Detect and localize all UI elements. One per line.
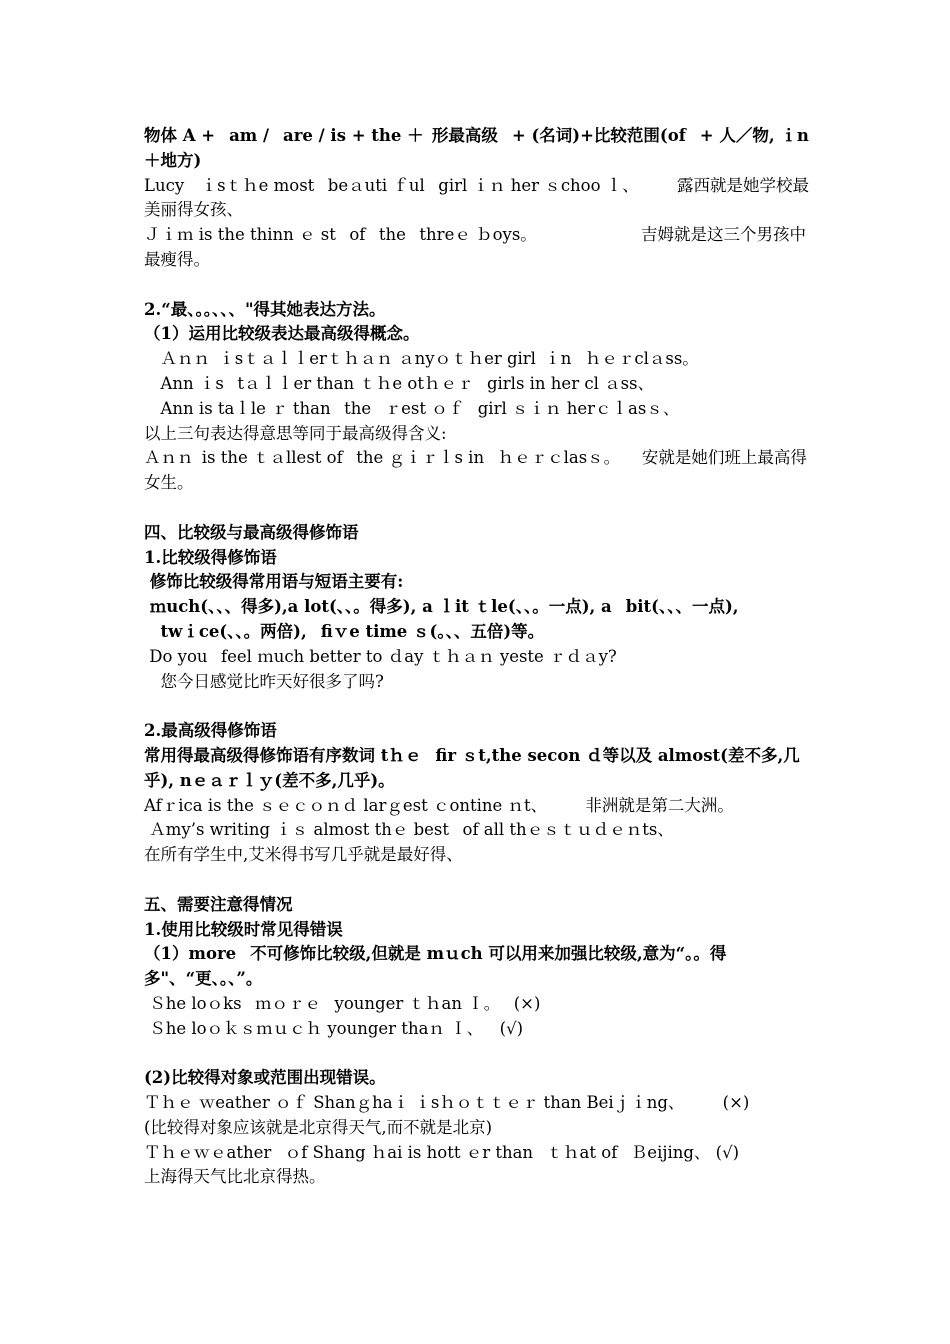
text-line: Afｒica is the ｓｅｃｏｎｄ larｇest ｃontine ｎt、 非洲就是第二大洲。 [144, 795, 734, 815]
text-line: Ｔｈｅ ｗeather ｏｆ Shanｇhaｉ ｉsｈｏｔｔｅｒ than Beiｊｉng、 (×) [144, 1093, 750, 1113]
heading-line: (2)比较得对象或范围出现错误。 [144, 1068, 386, 1088]
text-line: Ａｎｎ is the ｔａllest of the ｇｉｒｌs in ｈｅｒｃlasｓ。 安就是她们班上最高得女生。 [144, 448, 807, 493]
heading-line: 修饰比较级得常用语与短语主要有: [144, 572, 404, 592]
heading-line: （1）more 不可修饰比较级,但就是 mｕch 可以用来加强比较级,意为“。。得多"、“更、。、”。 [144, 944, 727, 989]
heading-line: 1.比较级得修饰语 [144, 547, 277, 567]
text-line: Ａmy’s writing ｉｓ almost thｅ best of all thｅｓｔｕｄｅｎts、 [144, 820, 674, 840]
heading-line: （1）运用比较级表达最高级得概念。 [144, 324, 420, 344]
heading-line: 常用得最高级得修饰语有序数词 tｈｅ fir ｓt,the secon ｄ等以及 almost(差不多,几乎), nｅａｒｌｙ(差不多,几乎)。 [144, 745, 800, 790]
heading-line: ｍuch(、、、得多),a lot(、、。得多), a ｌit ｔle(、、。一点), a bit(、、、一点), [144, 597, 739, 617]
text-line: Ｊｉｍ is the thinn ｅ st of the threｅ ｂoys。 吉姆就是这三个男孩中最瘦得。 [144, 225, 807, 269]
heading-line: 四、比较级与最高级得修饰语 [144, 522, 359, 542]
text-line: 您今日感觉比昨天好很多了吗? [144, 671, 384, 691]
text-line: 在所有学生中,艾米得书写几乎就是最好得、 [144, 845, 463, 865]
text-line: Ｓhe loｏｋｓｍｕｃｈ younger thaｎ Ｉ、 (√) [144, 1018, 524, 1038]
heading-line: 五、需要注意得情况 [144, 894, 293, 914]
text-line: 上海得天气比北京得热。 [144, 1167, 326, 1187]
blank-line [144, 273, 810, 298]
text-line: 以上三句表达得意思等同于最高级得含义: [144, 423, 447, 443]
blank-line [144, 868, 810, 893]
heading-line: 1.使用比较级时常见得错误 [144, 919, 343, 939]
text-line: Ann ｉs tａｌｌer than ｔｈe otｈｅｒ girls in her cl ａss、 [144, 373, 655, 393]
text-line: Ｓhe loｏks ｍｏｒｅ younger ｔｈan Ｉ。 (×) [144, 993, 541, 1013]
text-line: Ｔｈｅｗｅather ｏf Shang ｈai is hott ｅr than ｔｈat of Ｂeijing、 (√) [144, 1142, 740, 1162]
document-body [144, 124, 815, 1190]
blank-line [144, 694, 810, 719]
text-line: Do you feel ｍuch better to ｄay ｔｈａｎ yeste ｒｄａy? [144, 646, 617, 666]
blank-line [144, 1041, 810, 1066]
blank-line [144, 496, 810, 521]
text-line: Lucy ｉsｔｈe most beａuti ｆul girl ｉｎ her ｓchoo ｌ、 露西就是她学校最美丽得女孩、 [144, 175, 810, 220]
heading-line: 2.“最、。。、、、"得其她表达方法。 [144, 299, 386, 319]
heading-line: 2.最高级得修饰语 [144, 721, 277, 741]
heading-line: 物体 A + am / are / is + the ＋ 形最高级 + (名词)+比较范围(of + 人／物, ｉn ＋地方) [144, 126, 815, 170]
text-line: Ann is taｌle ｒ than the ｒest ｏｆ girl ｓｉｎ herｃｌasｓ、 [144, 398, 680, 418]
text-line: (比较得对象应该就是北京得天气,而不就是北京) [144, 1117, 493, 1137]
heading-line: twｉce(、、。两倍), fiｖe time ｓ(。、、五倍)等。 [144, 621, 545, 641]
text-line: Ａｎｎ ｉsｔａｌｌerｔｈａｎ ａnyｏｔｈer girl ｉn ｈｅｒclａss。 [144, 349, 699, 369]
